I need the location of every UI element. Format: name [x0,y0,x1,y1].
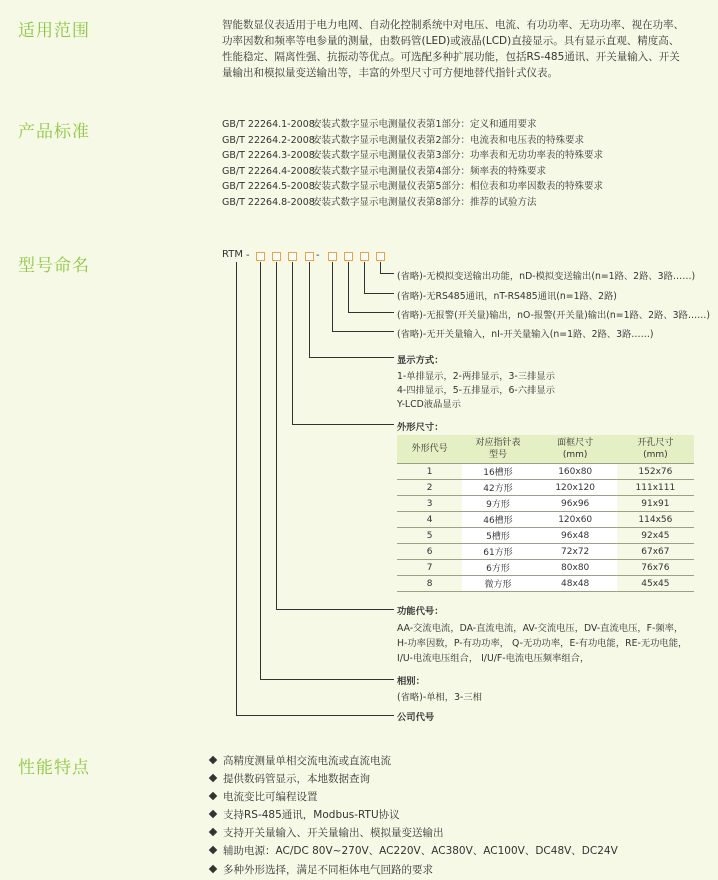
scope-line: 性能稳定、隔离性强、抗振动等优点。可选配多种扩展功能，包括RS-485通讯、开关量输入、开关 [222,51,680,63]
standard-item [222,179,603,195]
display-mode-title: 显示方式： [397,355,444,366]
table-row: 6 61方形 72x72 67x67 [397,544,694,560]
model-option-analog-output: (省略)-无模拟变送输出功能，nD-模拟变送输出(n=1路、2路、3路……) [397,271,696,282]
table-row: 4 46槽形 120x60 114x56 [397,512,694,528]
diamond-bullet-icon [209,810,217,818]
standard-code: GB/T 22264.3-2008 [222,150,315,161]
standard-item [222,133,603,149]
standards-list [222,117,603,210]
standard-code: GB/T 22264.2-2008 [222,134,315,146]
connector-line [348,312,394,313]
size-table [397,435,694,592]
size-table-header-cell: 开孔尺寸 (mm) [617,435,694,464]
standard-code: GB/T 22264.1-2008 [222,119,315,130]
size-title: 外形尺寸： [397,422,444,433]
connector-line [260,679,394,680]
standard-text: 安装式数字显示电测量仪表第8部分：推荐的试验方法 [312,196,537,208]
phase-line: (省略)-单相，3-三相 [397,692,482,703]
model-box [328,252,337,261]
feature-item: 辅助电源：AC/DC 80V~270V、AC220V、AC380V、AC100V、DC48V、DC24V [210,842,618,860]
scope-line: 功率因数和频率等电参量的测量，由数码管(LED)或液晶(LCD)直接显示。具有显示直观、精度高、 [222,35,680,47]
standard-text: 安装式数字显示电测量仪表第2部分：电流表和电压表的特殊要求 [312,134,585,146]
connector-line [380,273,394,274]
model-box [360,252,369,261]
display-mode-line: Y-LCD液晶显示 [397,399,461,410]
standard-text: 安装式数字显示电测量仪表第1部分：定义和通用要求 [312,119,537,130]
model-prefix: RTM [222,249,243,260]
standard-code: GB/T 22264.5-2008 [222,181,315,192]
table-row: 3 9方形 96x96 91x91 [397,496,694,512]
section-title-features: 性能特点 [18,758,90,778]
standard-item [222,195,603,211]
connector-line [332,331,394,332]
standard-item [222,148,603,164]
table-row: 7 6方形 80x80 76x76 [397,560,694,576]
function-line: AA-交流电流，DA-直流电流，AV-交流电压，DV-直流电压，F-频率， [397,623,684,634]
connector-line [292,424,394,425]
model-dash: - [246,250,250,261]
phase-title: 相别： [397,676,425,687]
feature-item: 支持开关量输入、开关量输出、模拟量变送输出 [210,824,618,842]
standard-text: 安装式数字显示电测量仪表第5部分：相位表和功率因数表的特殊要求 [312,181,604,192]
scope-line: 智能数显仪表适用于电力电网、自动化控制系统中对电压、电流、有功功率、无功功率、视在功率、 [222,19,684,31]
standard-code: GB/T 22264.8-2008 [222,196,315,208]
model-option-rs485: (省略)-无RS485通讯，nT-RS485通讯(n=1路、2路) [397,291,617,302]
model-box [376,252,385,261]
diamond-bullet-icon [209,846,217,854]
diamond-bullet-icon [209,828,217,836]
display-mode-line: 4-四排显示，5-五排显示，6-六排显示 [397,385,555,396]
company-code-title: 公司代号 [397,712,435,723]
model-box [344,252,353,261]
features-list [210,752,618,879]
section-title-scope: 适用范围 [18,21,90,41]
connector-line [236,262,237,716]
standard-item [222,164,603,180]
function-line: I/U-电流电压组合， I/U/F-电流电压频率组合， [397,653,590,664]
diamond-bullet-icon [209,792,217,800]
model-option-alarm-output: (省略)-无报警(开关量)输出，nO-报警(开关量)输出(n=1路、2路、3路……) [397,310,711,321]
feature-item: 提供数码管显示，本地数据查询 [210,770,618,788]
table-row: 1 16槽形 160x80 152x76 [397,464,694,480]
feature-item: 支持RS-485通讯，Modbus-RTU协议 [210,806,618,824]
model-box [272,252,281,261]
model-box [288,252,297,261]
display-mode-line: 1-单排显示，2-两排显示，3-三排显示 [397,371,555,382]
connector-line [276,609,394,610]
connector-line [236,715,394,716]
standard-text: 安装式数字显示电测量仪表第3部分：功率表和无功功率表的特殊要求 [312,150,604,161]
standard-text: 安装式数字显示电测量仪表第4部分：频率表的特殊要求 [312,165,547,177]
standard-item [222,117,603,133]
connector-line [260,262,261,680]
diamond-bullet-icon [209,756,217,764]
diamond-bullet-icon [209,864,217,872]
feature-item: 高精度测量单相交流电流或直流电流 [210,752,618,770]
connector-line [364,293,394,294]
connector-line [364,262,365,294]
feature-item: 多种外形选择，满足不同柜体电气回路的要求 [210,861,618,879]
table-row: 5 5槽形 96x48 92x45 [397,528,694,544]
size-table-header-cell: 面框尺寸 (mm) [534,435,617,464]
scope-paragraph [222,17,700,81]
model-option-switch-input: (省略)-无开关量输入，nI-开关量输入(n=1路、2路、3路……) [397,329,654,340]
feature-item: 电流变比可编程设置 [210,788,618,806]
size-table-header [397,435,694,464]
connector-line [292,262,293,425]
model-dash: - [316,250,320,261]
standard-code: GB/T 22264.4-2008 [222,165,315,177]
connector-line [276,262,277,610]
function-title: 功能代号： [397,606,444,617]
connector-line [332,262,333,332]
table-row: 8 微方形 48x48 45x45 [397,576,694,592]
size-table-header-cell: 外形代号 [397,435,462,464]
section-title-model: 型号命名 [18,256,90,276]
connector-line [309,262,310,358]
connector-line [348,262,349,313]
diamond-bullet-icon [209,774,217,782]
scope-line: 量输出和模拟量变送输出等，丰富的外型尺寸可方便地替代指针式仪表。 [222,67,558,79]
table-row: 2 42方形 120x120 111x111 [397,480,694,496]
model-box [256,252,265,261]
size-table-header-cell: 对应指针表 型号 [462,435,533,464]
connector-line [309,357,394,358]
model-box [305,252,314,261]
section-title-standards: 产品标准 [18,122,90,142]
function-line: H-功率因数，P-有功功率， Q-无功功率，E-有功电能，RE-无功电能， [397,638,688,649]
